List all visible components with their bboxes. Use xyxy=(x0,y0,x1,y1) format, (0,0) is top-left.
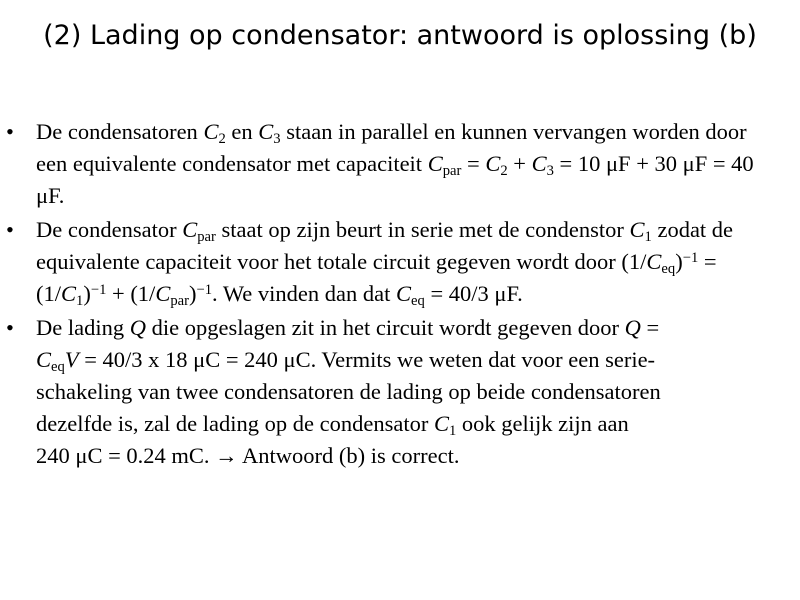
text-segment: die opgeslagen zit in het circuit wordt gegeven door xyxy=(145,315,625,340)
math-symbol: C xyxy=(427,151,443,176)
slide-title: (2) Lading op condensator: antwoord is oplossing (b) xyxy=(43,20,757,51)
subscript: eq xyxy=(411,293,425,310)
subscript: 2 xyxy=(218,131,226,148)
subscript: par xyxy=(197,229,216,246)
superscript: −1 xyxy=(196,282,213,299)
text-segment: 240 μC = 0.24 mC. → Antwoord (b) is correct. xyxy=(36,443,460,468)
math-symbol: V xyxy=(64,347,79,372)
math-symbol: C xyxy=(155,281,171,306)
text-segment: = xyxy=(461,151,486,176)
bullet-text xyxy=(36,217,734,310)
text-segment: . We vinden dan dat xyxy=(212,281,397,306)
math-symbol: C xyxy=(646,249,662,274)
math-symbol: C xyxy=(203,119,219,144)
text-segment: + (1/ xyxy=(106,281,156,306)
text-segment: = xyxy=(640,315,660,340)
text-segment: ) xyxy=(188,281,197,306)
text-segment: en xyxy=(225,119,259,144)
subscript: 1 xyxy=(644,229,652,246)
subscript: 1 xyxy=(448,423,457,440)
subscript: par xyxy=(442,163,462,180)
text-segment: ) xyxy=(83,281,91,306)
math-symbol: Q xyxy=(129,315,146,340)
math-symbol: C xyxy=(485,151,501,176)
text-segment: De condensator xyxy=(36,217,183,242)
text-segment: staan in parallel en kunnen vervangen worden door een equivalente condensator met capaciteit xyxy=(36,119,747,176)
bullet-text xyxy=(36,315,661,468)
math-symbol: C xyxy=(396,281,412,306)
math-symbol: C xyxy=(258,119,274,144)
text-segment: = 40/3 μF. xyxy=(424,281,523,306)
text-segment: ) xyxy=(675,249,683,274)
text-segment: zodat de equivalente capaciteit voor het totale circuit gegeven wordt door (1/ xyxy=(36,217,734,274)
bullet-marker: • xyxy=(6,119,14,144)
bullet-marker: • xyxy=(6,217,14,242)
math-symbol: C xyxy=(433,411,449,436)
math-symbol: C xyxy=(182,217,198,242)
subscript: 3 xyxy=(546,163,554,180)
text-segment: staat op zijn beurt in serie met de condenstor xyxy=(215,217,630,242)
text-segment: De condensatoren xyxy=(36,119,204,144)
text-segment: = (1/ xyxy=(36,249,717,306)
bullet-item xyxy=(0,116,800,212)
superscript: −1 xyxy=(90,282,107,299)
bullet-text xyxy=(36,119,754,208)
subscript: 3 xyxy=(273,131,281,148)
subscript: 1 xyxy=(76,293,84,310)
math-symbol: C xyxy=(61,281,77,306)
text-segment: = 40/3 x 18 μC = 240 μC. Vermits we weten dat voor een serie- xyxy=(78,347,656,372)
bullet-item xyxy=(0,214,800,310)
math-symbol: C xyxy=(36,347,52,372)
subscript: eq xyxy=(51,359,65,376)
math-symbol: C xyxy=(531,151,547,176)
math-symbol: C xyxy=(629,217,645,242)
subscript: eq xyxy=(661,261,676,278)
text-segment: = 10 μF + 30 μF = 40 μF. xyxy=(36,151,754,208)
superscript: −1 xyxy=(682,250,699,267)
subscript: 2 xyxy=(500,163,508,180)
math-symbol: Q xyxy=(624,315,641,340)
bullet-marker: • xyxy=(6,315,14,340)
text-segment: De lading xyxy=(36,315,130,340)
bullet-item xyxy=(0,312,800,472)
subscript: par xyxy=(170,293,189,310)
text-segment: + xyxy=(507,151,532,176)
text-segment: ook gelijk zijn aan xyxy=(456,411,629,436)
text-segment: schakeling van twee condensatoren de lading op beide condensatoren xyxy=(36,379,661,404)
bullet-list xyxy=(0,116,800,474)
text-segment: dezelfde is, zal de lading op de condensator xyxy=(36,411,434,436)
